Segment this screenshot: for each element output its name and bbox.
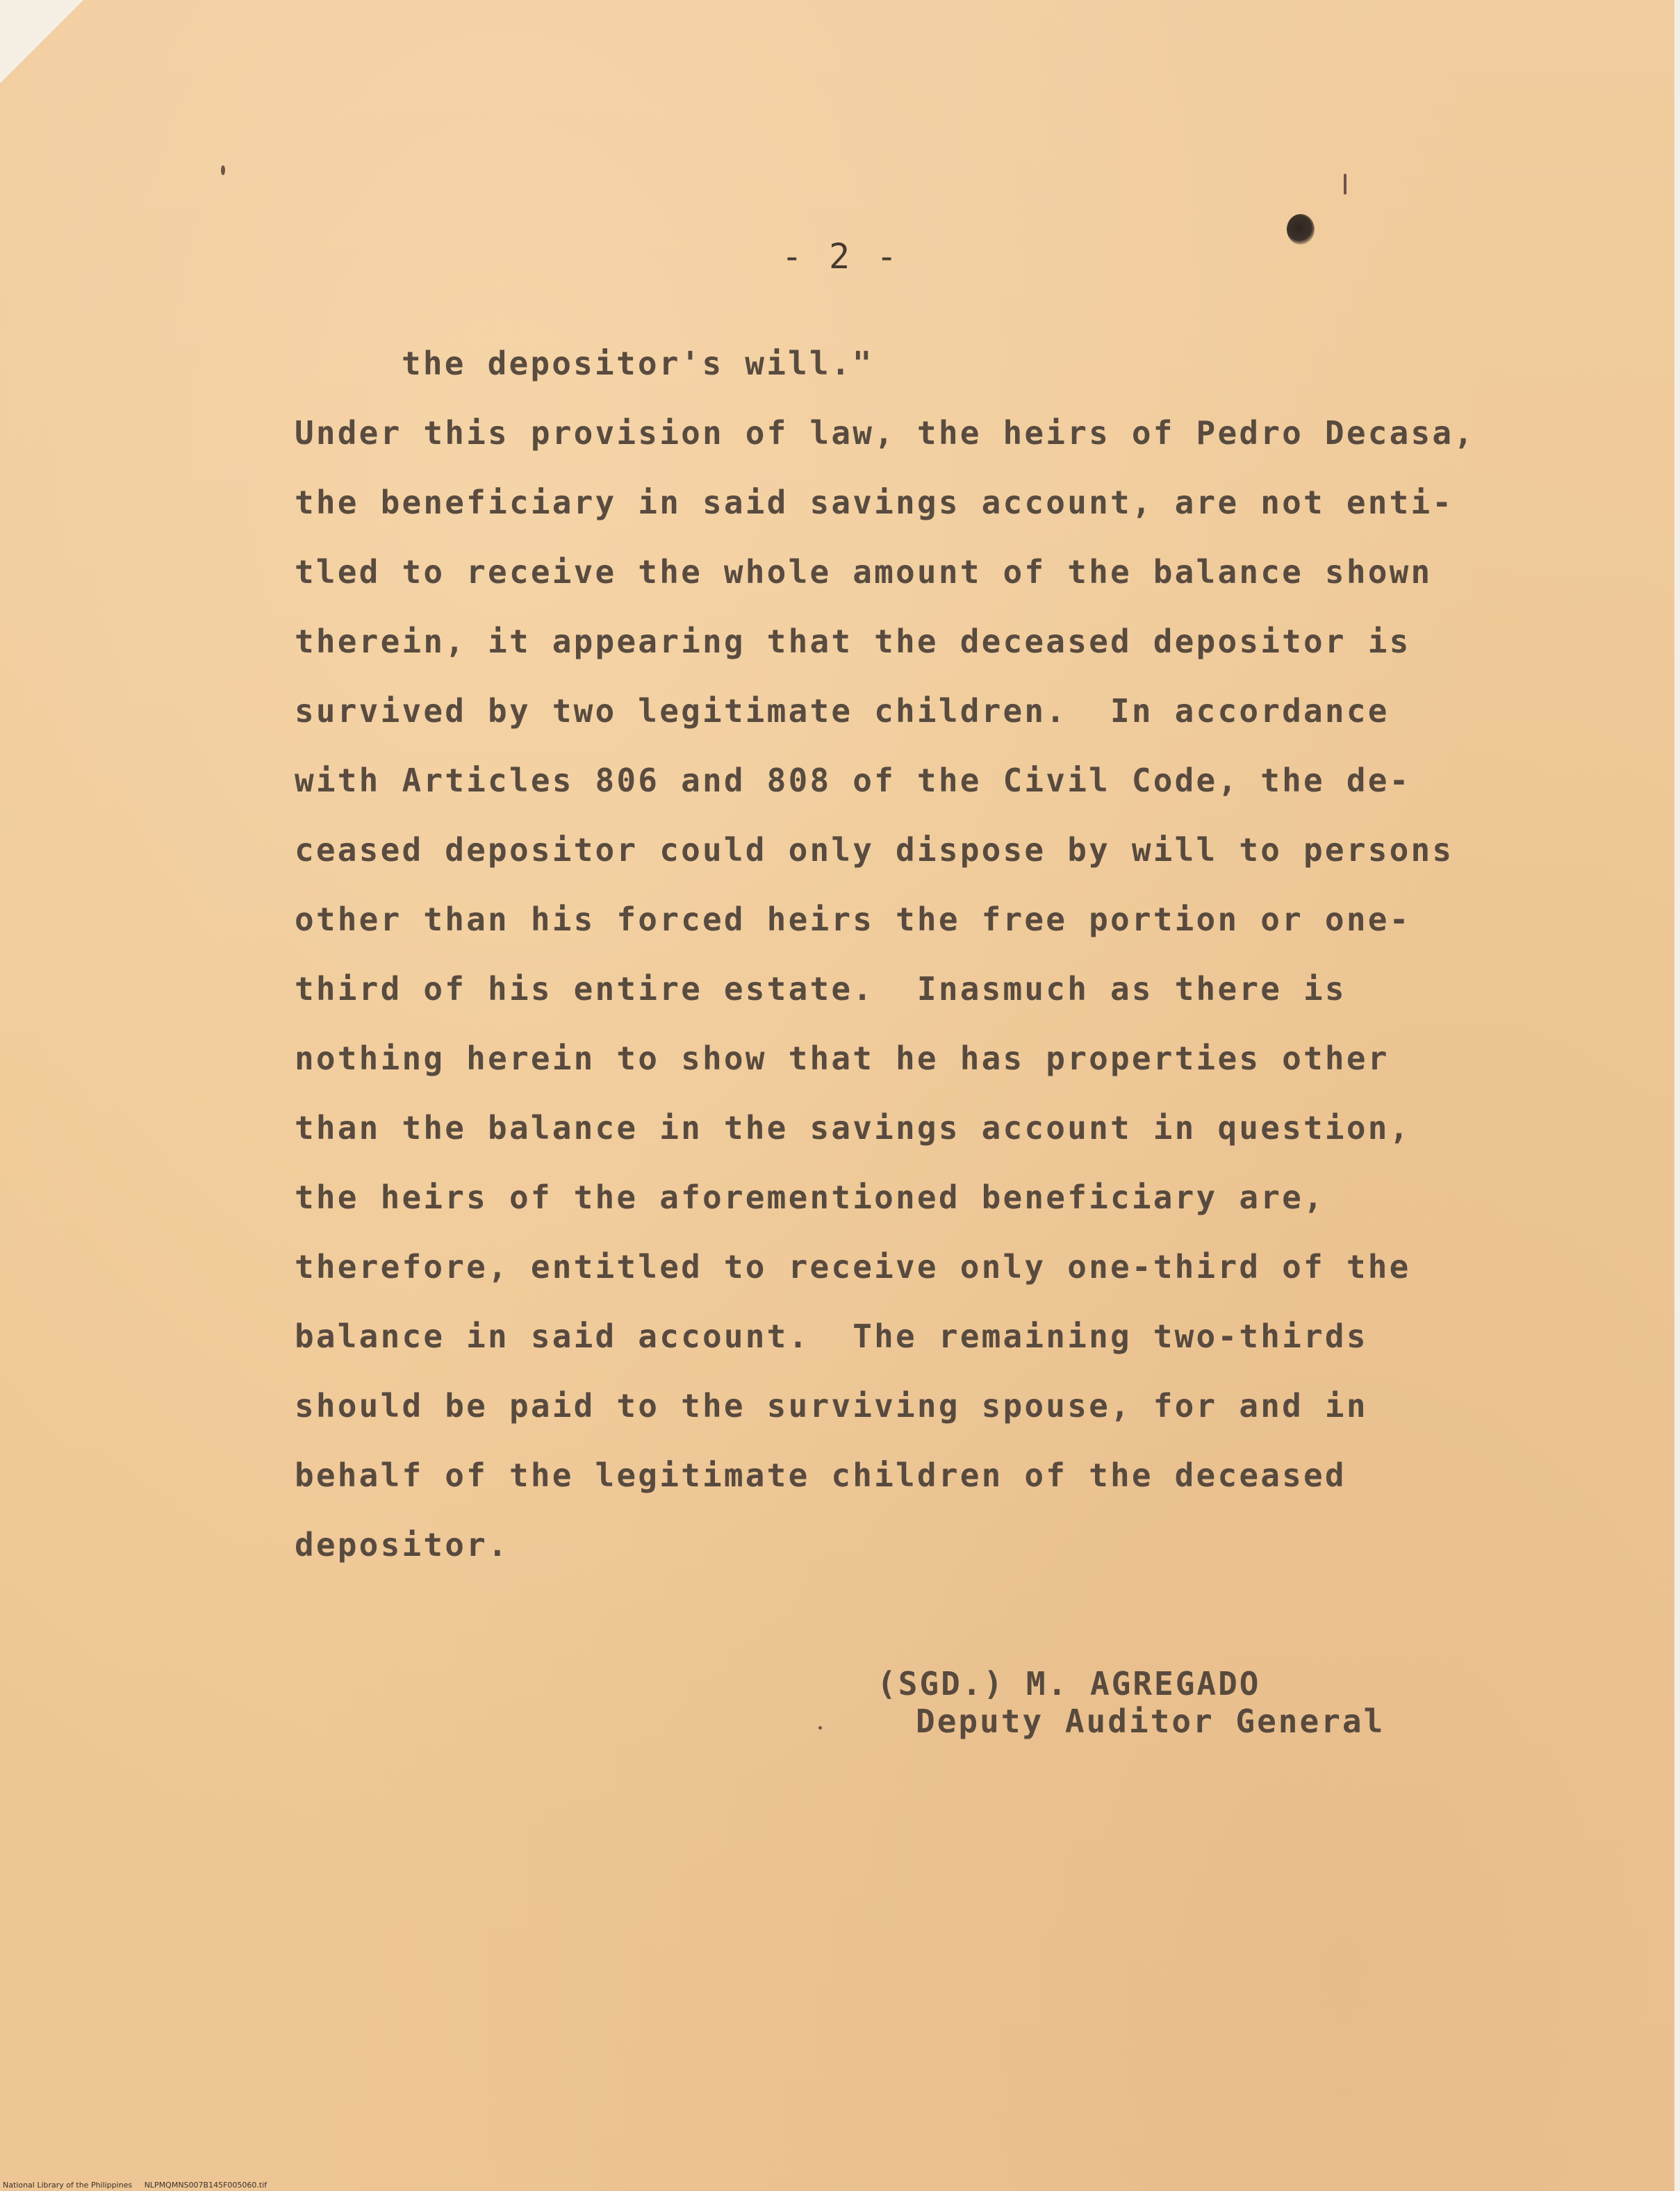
footer-file-id: NLPMQMNS007B145F005060.tif [144,2181,267,2190]
body-line: therein, it appearing that the deceased depositor is [295,623,1411,660]
body-line: survived by two legitimate children. In accordance [295,692,1390,730]
body-line: behalf of the legitimate children of the deceased [295,1456,1347,1494]
signature-title: Deputy Auditor General [916,1702,1385,1740]
body-line: than the balance in the savings account in question, [295,1109,1411,1147]
body-line: Under this provision of law, the heirs of Pedro Decasa, [295,414,1476,452]
body-line: the beneficiary in said savings account, are not enti- [295,484,1454,521]
folded-corner [0,0,83,83]
paper-speck [1344,174,1347,195]
archive-footer [3,2181,267,2190]
body-line: ceased depositor could only dispose by will to persons [295,831,1454,869]
footer-library: National Library of the Philippines [3,2181,133,2190]
page-edge [1674,0,1680,2191]
ink-blot [1287,214,1315,245]
body-line: tled to receive the whole amount of the balance shown [295,553,1433,591]
body-line: balance in said account. The remaining two-thirds [295,1318,1368,1355]
body-line: nothing herein to show that he has properties other [295,1040,1390,1077]
body-line: depositor. [295,1526,509,1564]
paper-speck [221,165,225,175]
body-line: with Articles 806 and 808 of the Civil Code, the de- [295,762,1411,799]
page-number: - 2 - [781,236,900,277]
signature-name: (SGD.) M. AGREGADO [877,1665,1261,1702]
body-line: should be paid to the surviving spouse, for and in [295,1387,1368,1425]
body-line: other than his forced heirs the free portion or one- [295,901,1411,938]
paper-speck [818,1726,822,1730]
body-line: therefore, entitled to receive only one-third of the [295,1248,1411,1286]
body-line: the heirs of the aforementioned beneficiary are, [295,1179,1325,1216]
body-line: third of his entire estate. Inasmuch as there is [295,970,1347,1008]
body-line: the depositor's will." [402,345,874,382]
